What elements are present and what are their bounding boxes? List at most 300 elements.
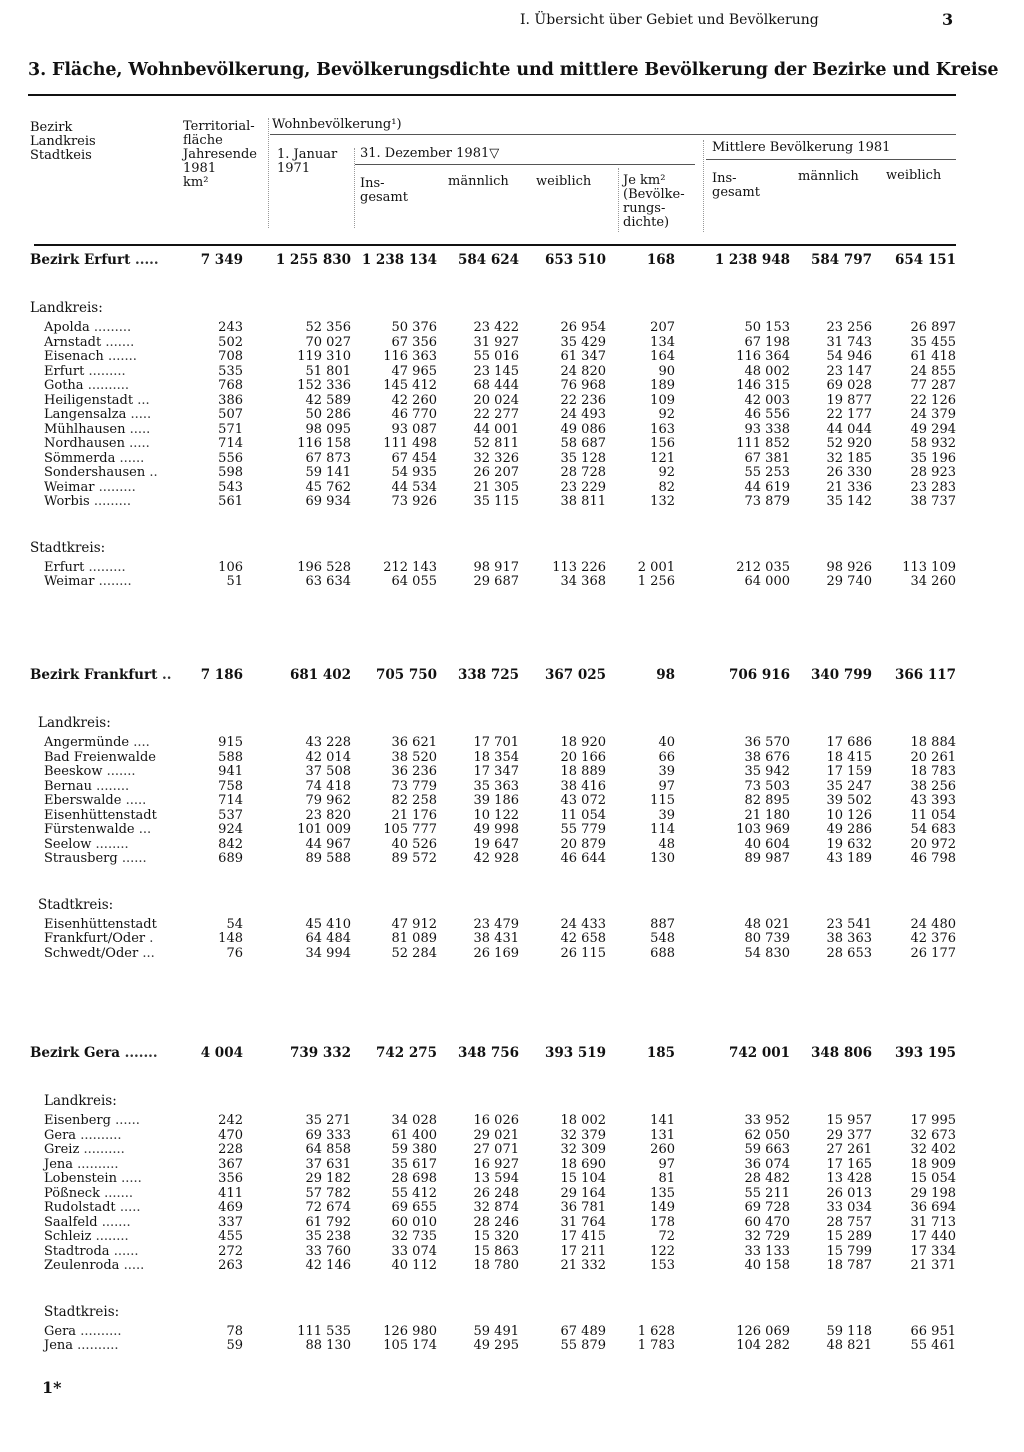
cell-flaeche: 543	[218, 479, 243, 495]
row-name: Gera	[44, 1127, 77, 1143]
header-bottom-rule	[34, 244, 956, 246]
cell-flaeche: 924	[218, 822, 243, 837]
cell-maennlich: 38 431	[473, 931, 519, 946]
leader-dots: ..........	[77, 1156, 119, 1172]
page-number: 3	[942, 10, 954, 29]
leader-dots: ......	[113, 1243, 139, 1259]
table-row	[0, 1245, 1024, 1260]
cell-m-maennlich: 39 502	[826, 793, 872, 808]
leader-dots: ........	[95, 1229, 129, 1244]
cell-maennlich: 68 444	[473, 378, 519, 393]
cell-m-maennlich: 18 415	[826, 749, 872, 765]
cell-insgesamt: 67 454	[391, 450, 437, 466]
cell-m-maennlich: 15 289	[826, 1229, 872, 1244]
leader-dots: ..........	[83, 1142, 125, 1157]
table-row	[0, 481, 1024, 496]
cell-jan1971: 35 271	[305, 1113, 351, 1128]
cell-m-weiblich: 28 923	[910, 465, 956, 480]
cell-m-insgesamt: 54 830	[744, 945, 790, 961]
row-label	[44, 452, 144, 467]
cell-maennlich: 28 246	[473, 1214, 519, 1230]
cell-m-maennlich: 17 686	[826, 735, 872, 750]
col-header-m-maennlich: männlich	[798, 169, 859, 184]
cell-insgesamt: 47 965	[391, 363, 437, 379]
cell-jekm: 39	[658, 807, 675, 823]
cell-m-weiblich: 43 393	[910, 793, 956, 808]
cell-m-insgesamt: 64 000	[744, 574, 790, 589]
cell-insgesamt: 64 055	[391, 574, 437, 589]
table-row	[0, 1201, 1024, 1216]
row-name: Jena	[44, 1338, 74, 1353]
row-name: Gotha	[44, 378, 84, 393]
table-row	[0, 1325, 1024, 1340]
cell-jekm: 131	[650, 1127, 675, 1143]
cell-jan1971: 69 333	[305, 1127, 351, 1143]
cell-m-maennlich: 38 363	[826, 931, 872, 946]
cell-m-maennlich: 23 147	[826, 363, 872, 379]
cell-jekm: 90	[658, 363, 675, 379]
row-name: Jena	[44, 1156, 74, 1172]
cell-m-maennlich: 340 799	[810, 667, 872, 683]
col-header-m-insgesamt: Ins- gesamt	[712, 171, 760, 200]
row-name: Mühlhausen	[44, 421, 126, 437]
row-name: Eisenberg	[44, 1113, 111, 1128]
cell-m-insgesamt: 36 570	[744, 735, 790, 750]
cell-insgesamt: 46 770	[391, 407, 437, 422]
row-name: Stadtroda	[44, 1243, 110, 1259]
cell-m-weiblich: 26 897	[910, 320, 956, 335]
cell-maennlich: 31 927	[473, 334, 519, 350]
cell-flaeche: 842	[218, 836, 243, 852]
cell-insgesamt: 40 112	[391, 1258, 437, 1273]
cell-m-maennlich: 35 142	[826, 494, 872, 509]
cell-maennlich: 29 021	[473, 1127, 519, 1143]
cell-m-maennlich: 54 946	[826, 349, 872, 364]
cell-flaeche: 714	[218, 436, 243, 451]
leader-dots: ..........	[87, 378, 130, 393]
table-row	[0, 336, 1024, 351]
table-row	[0, 394, 1024, 409]
table-row	[0, 452, 1024, 467]
row-label	[44, 336, 134, 351]
cell-jan1971: 111 535	[297, 1323, 351, 1339]
cell-jan1971: 35 238	[305, 1229, 351, 1244]
cell-jan1971: 45 762	[305, 479, 351, 495]
cell-weiblich: 367 025	[544, 667, 606, 683]
row-name: Erfurt	[44, 363, 85, 379]
cell-weiblich: 17 415	[560, 1229, 606, 1244]
cell-m-insgesamt: 103 969	[736, 822, 790, 837]
col-header-dez1981: 31. Dezember 1981▽	[360, 146, 500, 161]
cell-jekm: 115	[650, 793, 675, 808]
row-label	[44, 423, 150, 438]
cell-insgesamt: 28 698	[391, 1171, 437, 1186]
group-label: Landkreis:	[38, 715, 111, 731]
cell-m-maennlich: 31 743	[826, 334, 872, 350]
cell-insgesamt: 105 777	[383, 822, 437, 837]
table-row	[0, 1129, 1024, 1144]
cell-maennlich: 10 122	[473, 807, 519, 823]
cell-maennlich: 15 320	[473, 1229, 519, 1244]
cell-jekm: 207	[650, 320, 675, 335]
table-row	[0, 765, 1024, 780]
cell-jekm: 149	[650, 1200, 675, 1215]
cell-weiblich: 22 236	[560, 392, 606, 408]
cell-weiblich: 18 002	[560, 1113, 606, 1128]
cell-jekm: 98	[656, 667, 675, 683]
cell-insgesamt: 61 400	[391, 1127, 437, 1143]
col-header-flaeche: Territorial- fläche Jahresende 1981 km²	[183, 119, 257, 190]
cell-m-weiblich: 66 951	[910, 1323, 956, 1339]
cell-jan1971: 37 508	[305, 764, 351, 779]
cell-flaeche: 469	[218, 1200, 243, 1215]
cell-jan1971: 61 792	[305, 1214, 351, 1230]
cell-flaeche: 768	[218, 378, 243, 393]
cell-m-insgesamt: 33 133	[744, 1243, 790, 1259]
cell-insgesamt: 33 074	[391, 1243, 437, 1259]
cell-m-insgesamt: 50 153	[744, 320, 790, 335]
cell-insgesamt: 116 363	[383, 349, 437, 364]
cell-maennlich: 49 295	[473, 1338, 519, 1353]
cell-weiblich: 26 115	[560, 945, 606, 961]
leader-dots: .........	[88, 363, 126, 379]
leader-dots: .........	[93, 494, 132, 509]
cell-m-weiblich: 36 694	[910, 1200, 956, 1215]
cell-m-maennlich: 10 126	[826, 807, 872, 823]
cell-m-weiblich: 32 673	[910, 1127, 956, 1143]
row-label	[44, 1216, 131, 1231]
cell-flaeche: 7 186	[200, 667, 243, 683]
leader-dots: .......	[101, 1214, 131, 1230]
cell-jekm: 189	[650, 378, 675, 393]
footer-mark: 1*	[42, 1378, 62, 1397]
cell-m-weiblich: 55 461	[910, 1338, 956, 1353]
cell-m-maennlich: 28 757	[826, 1214, 872, 1230]
cell-jan1971: 34 994	[305, 945, 351, 961]
cell-maennlich: 27 071	[473, 1142, 519, 1157]
cell-m-insgesamt: 35 942	[744, 764, 790, 779]
cell-jan1971: 33 760	[305, 1243, 351, 1259]
cell-m-maennlich: 29 740	[826, 574, 872, 589]
cell-flaeche: 689	[218, 851, 243, 866]
cell-m-insgesamt: 126 069	[736, 1323, 790, 1339]
cell-maennlich: 17 701	[473, 735, 519, 750]
cell-weiblich: 49 086	[560, 421, 606, 437]
leader-dots: .....	[130, 407, 152, 422]
leader-dots: .....	[135, 252, 159, 268]
cell-m-insgesamt: 40 604	[744, 836, 790, 852]
leader-dots: .....	[129, 421, 151, 437]
table-row	[0, 1339, 1024, 1354]
header-rule-mittlere	[706, 159, 956, 160]
cell-m-maennlich: 52 920	[826, 436, 872, 451]
leader-dots: .....	[125, 793, 147, 808]
cell-m-weiblich: 23 283	[910, 479, 956, 495]
cell-m-insgesamt: 82 895	[744, 793, 790, 808]
cell-insgesamt: 52 284	[391, 945, 437, 961]
cell-m-maennlich: 18 787	[826, 1258, 872, 1273]
row-label	[44, 1172, 142, 1187]
cell-jekm: 135	[650, 1185, 675, 1201]
cell-weiblich: 46 644	[560, 851, 606, 866]
row-name: Weimar	[44, 574, 95, 589]
cell-m-weiblich: 42 376	[910, 931, 956, 946]
cell-m-maennlich: 23 256	[826, 320, 872, 335]
cell-jekm: 134	[650, 334, 675, 350]
cell-maennlich: 18 354	[473, 749, 519, 765]
cell-m-weiblich: 15 054	[910, 1171, 956, 1186]
cell-m-weiblich: 26 177	[910, 945, 956, 961]
leader-dots: ..........	[80, 1127, 122, 1143]
cell-flaeche: 598	[218, 465, 243, 480]
col-header-mittlere: Mittlere Bevölkerung 1981	[712, 140, 891, 155]
row-label	[44, 1245, 138, 1260]
cell-maennlich: 32 874	[473, 1200, 519, 1215]
cell-m-maennlich: 348 806	[810, 1045, 872, 1061]
leader-dots: ...	[142, 945, 155, 961]
cell-m-insgesamt: 38 676	[744, 749, 790, 765]
row-label	[44, 495, 131, 510]
cell-m-maennlich: 49 286	[826, 822, 872, 837]
cell-jekm: 153	[650, 1258, 675, 1273]
cell-weiblich: 38 416	[560, 778, 606, 794]
cell-weiblich: 24 493	[560, 407, 606, 422]
cell-jekm: 688	[650, 945, 675, 961]
running-head: I. Übersicht über Gebiet und Bevölkerung	[520, 12, 819, 28]
row-name: Rudolstadt	[44, 1200, 116, 1215]
row-label	[30, 1046, 158, 1061]
cell-weiblich: 67 489	[560, 1323, 606, 1339]
cell-jan1971: 29 182	[305, 1171, 351, 1186]
cell-jan1971: 74 418	[305, 778, 351, 794]
table-title: 3. Fläche, Wohnbevölkerung, Bevölkerungsdichte und mittlere Bevölkerung der Bezirke und Kreise	[28, 60, 999, 80]
leader-dots: .........	[98, 479, 136, 495]
table-row-total	[0, 668, 1024, 683]
leader-dots: .........	[88, 559, 126, 575]
cell-m-weiblich: 20 261	[910, 749, 956, 765]
cell-m-weiblich: 17 334	[910, 1243, 956, 1259]
leader-dots: ..........	[77, 1338, 119, 1353]
cell-insgesamt: 742 275	[375, 1045, 437, 1061]
cell-m-weiblich: 24 480	[910, 916, 956, 932]
cell-m-insgesamt: 44 619	[744, 479, 790, 495]
cell-jekm: 40	[658, 735, 675, 750]
cell-jekm: 92	[658, 465, 675, 480]
cell-insgesamt: 38 520	[391, 749, 437, 765]
cell-m-maennlich: 44 044	[826, 421, 872, 437]
cell-m-weiblich: 35 455	[910, 334, 956, 350]
cell-weiblich: 28 728	[560, 465, 606, 480]
cell-flaeche: 106	[218, 559, 243, 575]
cell-m-insgesamt: 32 729	[744, 1229, 790, 1244]
table-row	[0, 1143, 1024, 1158]
table-row	[0, 1158, 1024, 1173]
table-row	[0, 1216, 1024, 1231]
cell-insgesamt: 73 779	[391, 778, 437, 794]
cell-jekm: 82	[658, 479, 675, 495]
cell-m-maennlich: 29 377	[826, 1127, 872, 1143]
cell-jekm: 168	[646, 252, 675, 268]
leader-dots: .......	[105, 334, 135, 350]
row-name: Nordhausen	[44, 436, 125, 451]
cell-jan1971: 42 589	[305, 392, 351, 408]
table-row	[0, 823, 1024, 838]
cell-jan1971: 43 228	[305, 735, 351, 750]
cell-flaeche: 915	[218, 735, 243, 750]
cell-weiblich: 29 164	[560, 1185, 606, 1201]
cell-maennlich: 26 207	[473, 465, 519, 480]
cell-jekm: 163	[650, 421, 675, 437]
cell-m-weiblich: 17 995	[910, 1113, 956, 1128]
cell-m-maennlich: 43 189	[826, 851, 872, 866]
cell-jan1971: 152 336	[297, 378, 351, 393]
row-name: Pößneck	[44, 1185, 100, 1201]
row-label	[44, 350, 137, 365]
cell-weiblich: 11 054	[560, 807, 606, 823]
leader-dots: ..	[162, 667, 172, 683]
header-divider	[354, 148, 355, 228]
cell-maennlich: 348 756	[457, 1045, 519, 1061]
cell-jekm: 121	[650, 450, 675, 466]
cell-m-maennlich: 584 797	[810, 252, 872, 268]
cell-m-maennlich: 26 330	[826, 465, 872, 480]
cell-m-weiblich: 38 256	[910, 778, 956, 794]
row-label	[44, 481, 136, 496]
table-row	[0, 794, 1024, 809]
cell-insgesamt: 111 498	[383, 436, 437, 451]
cell-jekm: 81	[658, 1171, 675, 1186]
row-label	[44, 1230, 129, 1245]
cell-jan1971: 89 588	[305, 851, 351, 866]
cell-insgesamt: 32 735	[391, 1229, 437, 1244]
cell-flaeche: 561	[218, 494, 243, 509]
group-label: Landkreis:	[44, 1093, 117, 1109]
leader-dots: .....	[129, 436, 150, 451]
cell-m-insgesamt: 55 253	[744, 465, 790, 480]
cell-weiblich: 35 429	[560, 334, 606, 350]
cell-m-insgesamt: 89 987	[744, 851, 790, 866]
cell-weiblich: 31 764	[560, 1214, 606, 1230]
cell-m-weiblich: 24 379	[910, 407, 956, 422]
cell-jan1971: 57 782	[305, 1185, 351, 1201]
cell-flaeche: 714	[218, 793, 243, 808]
table-row	[0, 1230, 1024, 1245]
cell-m-weiblich: 654 151	[894, 252, 956, 268]
cell-jan1971: 44 967	[305, 836, 351, 852]
cell-m-weiblich: 61 418	[910, 349, 956, 364]
header-rule-wohn	[270, 134, 956, 135]
leader-dots: ..	[149, 465, 158, 480]
cell-maennlich: 17 347	[473, 764, 519, 779]
cell-m-insgesamt: 67 198	[744, 334, 790, 350]
cell-jekm: 132	[650, 494, 675, 509]
row-label	[44, 765, 136, 780]
cell-flaeche: 272	[218, 1243, 243, 1259]
leader-dots: .......	[106, 764, 136, 779]
row-name: Schleiz	[44, 1229, 92, 1244]
cell-jan1971: 116 158	[297, 436, 351, 451]
title-rule	[28, 94, 956, 96]
cell-weiblich: 38 811	[560, 494, 606, 509]
row-name: Weimar	[44, 479, 95, 495]
cell-jekm: 97	[658, 778, 675, 794]
cell-insgesamt: 105 174	[383, 1338, 437, 1353]
row-name: Eisenhüttenstadt	[44, 807, 157, 823]
cell-m-weiblich: 46 798	[910, 851, 956, 866]
row-label	[44, 575, 132, 590]
cell-weiblich: 18 920	[560, 735, 606, 750]
cell-jekm: 130	[650, 851, 675, 866]
row-name: Sömmerda	[44, 450, 116, 466]
cell-insgesamt: 89 572	[391, 851, 437, 866]
col-header-wohnbevoelkerung: Wohnbevölkerung¹)	[272, 117, 402, 132]
table-row	[0, 1187, 1024, 1202]
cell-jan1971: 45 410	[305, 916, 351, 932]
row-label	[44, 561, 126, 576]
table-row	[0, 1114, 1024, 1129]
cell-flaeche: 242	[218, 1113, 243, 1128]
cell-insgesamt: 1 238 134	[361, 252, 437, 268]
cell-m-maennlich: 28 653	[826, 945, 872, 961]
cell-insgesamt: 47 912	[391, 916, 437, 932]
cell-flaeche: 535	[218, 363, 243, 379]
cell-m-maennlich: 33 034	[826, 1200, 872, 1215]
row-name: Bezirk Frankfurt	[30, 667, 158, 683]
cell-maennlich: 55 016	[473, 349, 519, 364]
cell-maennlich: 44 001	[473, 421, 519, 437]
group-label: Stadtkreis:	[38, 896, 114, 913]
cell-flaeche: 243	[218, 320, 243, 335]
cell-m-insgesamt: 33 952	[744, 1113, 790, 1128]
row-label	[44, 365, 126, 380]
cell-weiblich: 653 510	[544, 252, 606, 268]
row-name: Bezirk Erfurt	[30, 252, 131, 268]
cell-jan1971: 681 402	[289, 667, 351, 683]
cell-maennlich: 59 491	[473, 1323, 519, 1339]
cell-weiblich: 61 347	[560, 349, 606, 364]
row-name: Beeskow	[44, 764, 103, 779]
cell-m-insgesamt: 69 728	[744, 1200, 790, 1215]
row-label	[44, 1114, 140, 1129]
cell-jekm: 178	[650, 1214, 675, 1230]
cell-jan1971: 64 858	[305, 1142, 351, 1157]
cell-weiblich: 17 211	[560, 1243, 606, 1259]
cell-maennlich: 23 479	[473, 916, 519, 932]
cell-maennlich: 16 927	[473, 1156, 519, 1172]
table-row	[0, 918, 1024, 933]
cell-jekm: 156	[650, 436, 675, 451]
cell-jan1971: 88 130	[305, 1338, 351, 1353]
row-name: Zeulenroda	[44, 1258, 120, 1273]
leader-dots: ......	[119, 450, 145, 466]
cell-insgesamt: 59 380	[391, 1142, 437, 1157]
cell-insgesamt: 145 412	[383, 378, 437, 393]
row-label	[44, 780, 129, 795]
leader-dots: ........	[98, 574, 132, 589]
row-label	[44, 408, 151, 423]
cell-jan1971: 196 528	[297, 559, 351, 575]
cell-m-weiblich: 54 683	[910, 822, 956, 837]
cell-m-insgesamt: 1 238 948	[714, 252, 790, 268]
cell-jekm: 1 256	[637, 574, 675, 589]
leader-dots: .......	[107, 349, 137, 364]
row-label	[44, 1339, 119, 1354]
cell-insgesamt: 50 376	[391, 320, 437, 335]
cell-m-weiblich: 38 737	[910, 494, 956, 509]
cell-flaeche: 571	[218, 421, 243, 437]
cell-jan1971: 79 962	[305, 793, 351, 808]
cell-weiblich: 55 879	[560, 1338, 606, 1353]
